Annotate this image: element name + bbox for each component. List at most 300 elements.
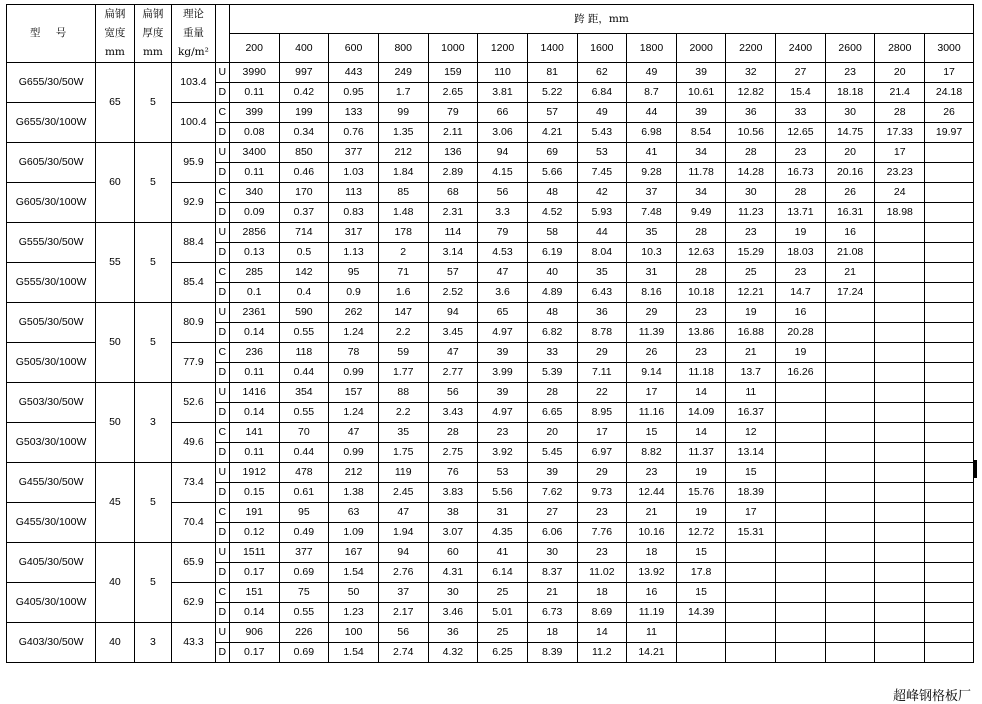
load-value: 47 [378,503,428,523]
load-value: 6.25 [478,643,528,663]
span-value: 1000 [428,34,478,63]
load-type: U [215,383,229,403]
load-value [875,643,925,663]
load-value: 6.73 [527,603,577,623]
load-value [776,583,826,603]
load-value: 95 [329,263,379,283]
load-value: 12 [726,423,776,443]
load-value: 133 [329,103,379,123]
model-name: G555/30/100W [7,263,96,303]
load-value: 0.46 [279,163,329,183]
bar-width: 65 [96,63,135,143]
load-type: C [215,263,229,283]
load-value: 13.7 [726,363,776,383]
load-value: 95 [279,503,329,523]
load-value: 262 [329,303,379,323]
load-value: 340 [229,183,279,203]
load-value [925,543,974,563]
load-value [875,223,925,243]
load-value: 212 [329,463,379,483]
load-value: 39 [527,463,577,483]
load-value: 23 [726,223,776,243]
load-value [776,443,826,463]
load-type: D [215,403,229,423]
load-value: 6.19 [527,243,577,263]
load-type: D [215,323,229,343]
load-value: 714 [279,223,329,243]
bar-thickness: 5 [134,463,171,543]
bar-width: 40 [96,623,135,663]
bar-width: 50 [96,303,135,383]
load-value: 16.88 [726,323,776,343]
load-value [776,563,826,583]
load-value: 12.44 [627,483,677,503]
load-value: 99 [378,103,428,123]
theoretical-weight: 85.4 [172,263,216,303]
load-value: 14 [676,383,726,403]
load-value: 28 [527,383,577,403]
load-value: 17 [925,63,974,83]
load-value: 1.54 [329,563,379,583]
load-value: 113 [329,183,379,203]
load-value: 1.77 [378,363,428,383]
load-value: 2.74 [378,643,428,663]
bar-thickness: 3 [134,383,171,463]
width-header-line: 扁钢 [104,8,126,20]
bar-width: 40 [96,543,135,623]
load-value: 5.43 [577,123,627,143]
load-value: 377 [329,143,379,163]
load-value: 57 [428,263,478,283]
load-value: 20 [527,423,577,443]
load-value: 14.21 [627,643,677,663]
span-value: 1400 [527,34,577,63]
load-value [925,643,974,663]
span-value: 2800 [875,34,925,63]
load-value: 53 [577,143,627,163]
load-value: 35 [378,423,428,443]
load-value: 18 [627,543,677,563]
span-value: 2200 [726,34,776,63]
load-value: 48 [527,303,577,323]
load-value [825,483,875,503]
theoretical-weight: 43.3 [172,623,216,663]
theoretical-weight: 62.9 [172,583,216,623]
load-value: 13.86 [676,323,726,343]
load-value: 1.24 [329,403,379,423]
load-value [776,503,826,523]
model-name: G605/30/50W [7,143,96,183]
width-header-line: 宽度 [104,27,126,39]
load-value: 142 [279,263,329,283]
load-value: 70 [279,423,329,443]
load-value [875,343,925,363]
load-value [875,283,925,303]
load-value: 1.54 [329,643,379,663]
load-value: 0.69 [279,563,329,583]
load-type: D [215,123,229,143]
load-value [825,443,875,463]
load-value: 27 [527,503,577,523]
load-value: 19 [676,503,726,523]
load-value [925,263,974,283]
span-value: 2400 [776,34,826,63]
load-value [875,463,925,483]
load-value: 25 [726,263,776,283]
load-value: 18.18 [825,83,875,103]
load-value: 28 [676,223,726,243]
load-type: C [215,343,229,363]
load-value: 199 [279,103,329,123]
load-value: 23.23 [875,163,925,183]
load-value: 1.09 [329,523,379,543]
load-value [925,163,974,183]
theoretical-weight: 92.9 [172,183,216,223]
load-value: 14 [676,423,726,443]
load-value: 0.95 [329,83,379,103]
load-value: 14.75 [825,123,875,143]
load-value: 17 [875,143,925,163]
load-value [776,463,826,483]
load-value [925,523,974,543]
theoretical-weight: 65.9 [172,543,216,583]
load-value [925,423,974,443]
load-value: 15.4 [776,83,826,103]
load-value: 236 [229,343,279,363]
load-value [825,523,875,543]
model-name: G655/30/50W [7,63,96,103]
load-value: 0.44 [279,363,329,383]
load-value [925,503,974,523]
load-value: 21 [627,503,677,523]
load-value: 15 [676,543,726,563]
load-value: 12.65 [776,123,826,143]
load-table [6,4,974,663]
load-value: 14 [577,623,627,643]
load-value [776,423,826,443]
load-value: 17 [627,383,677,403]
load-value: 65 [478,303,528,323]
load-value: 23 [627,463,677,483]
load-type: D [215,643,229,663]
load-value: 136 [428,143,478,163]
load-value: 36 [577,303,627,323]
load-value: 17.8 [676,563,726,583]
load-value: 0.08 [229,123,279,143]
load-value: 1.48 [378,203,428,223]
load-value: 5.45 [527,443,577,463]
load-value [875,303,925,323]
load-value: 16.26 [776,363,826,383]
load-value [875,403,925,423]
load-value: 3.46 [428,603,478,623]
load-value: 1.84 [378,163,428,183]
load-value: 1.75 [378,443,428,463]
load-value: 63 [329,503,379,523]
load-type: D [215,163,229,183]
load-value: 0.14 [229,323,279,343]
load-value: 30 [825,103,875,123]
load-value: 191 [229,503,279,523]
type-header [215,5,229,63]
load-value: 12.63 [676,243,726,263]
load-value: 11.39 [627,323,677,343]
load-value: 15.31 [726,523,776,543]
model-name: G655/30/100W [7,103,96,143]
load-value: 0.76 [329,123,379,143]
load-value [925,603,974,623]
load-value: 2.76 [378,563,428,583]
load-value: 8.78 [577,323,627,343]
model-name: G555/30/50W [7,223,96,263]
load-value: 57 [527,103,577,123]
load-value: 0.99 [329,443,379,463]
load-value: 25 [478,583,528,603]
load-value: 20.28 [776,323,826,343]
load-value: 3990 [229,63,279,83]
cell-cursor-mark [974,460,977,478]
load-value: 9.73 [577,483,627,503]
load-value: 19 [726,303,776,323]
load-value [776,643,826,663]
load-value [875,243,925,263]
span-value: 800 [378,34,428,63]
theoretical-weight: 52.6 [172,383,216,423]
bar-thickness: 5 [134,143,171,223]
load-value [875,543,925,563]
span-value: 200 [229,34,279,63]
load-value: 23 [478,423,528,443]
load-value: 27 [776,63,826,83]
load-value: 31 [627,263,677,283]
load-value: 21 [825,263,875,283]
load-value: 39 [478,383,528,403]
load-value: 3.45 [428,323,478,343]
load-value: 0.61 [279,483,329,503]
load-value: 23 [776,263,826,283]
load-value: 39 [478,343,528,363]
model-name: G503/30/50W [7,383,96,423]
load-value: 8.95 [577,403,627,423]
load-value: 18.03 [776,243,826,263]
thickness-header-line: mm [142,46,163,58]
load-value [825,643,875,663]
load-value: 69 [527,143,577,163]
load-value: 0.5 [279,243,329,263]
load-value [825,403,875,423]
load-value: 47 [428,343,478,363]
load-type: C [215,503,229,523]
theoretical-weight: 88.4 [172,223,216,263]
load-value [875,563,925,583]
load-value [776,383,826,403]
load-value: 7.48 [627,203,677,223]
load-value [726,643,776,663]
load-value: 3.92 [478,443,528,463]
load-value [875,523,925,543]
load-type: C [215,423,229,443]
load-value [925,323,974,343]
load-value: 62 [577,63,627,83]
load-type: C [215,183,229,203]
load-value: 19.97 [925,123,974,143]
load-value: 11.02 [577,563,627,583]
load-value: 49 [627,63,677,83]
load-value: 16.73 [776,163,826,183]
model-name: G405/30/50W [7,543,96,583]
load-value: 11.2 [577,643,627,663]
load-value: 30 [726,183,776,203]
load-value: 7.62 [527,483,577,503]
load-type: U [215,303,229,323]
bar-thickness: 5 [134,63,171,143]
load-value [925,183,974,203]
load-value: 11.23 [726,203,776,223]
load-value: 44 [627,103,677,123]
load-value: 478 [279,463,329,483]
load-value [825,463,875,483]
load-value: 58 [527,223,577,243]
load-value [776,483,826,503]
load-value [875,443,925,463]
load-value [925,403,974,423]
load-value: 12.82 [726,83,776,103]
load-value: 118 [279,343,329,363]
load-value: 4.31 [428,563,478,583]
load-value: 6.43 [577,283,627,303]
load-value: 2.11 [428,123,478,143]
table-row [7,623,974,643]
load-value: 26 [825,183,875,203]
load-value: 24.18 [925,83,974,103]
load-value: 2361 [229,303,279,323]
load-value: 1912 [229,463,279,483]
load-value: 39 [676,103,726,123]
load-value [825,363,875,383]
load-value [875,423,925,443]
load-value [875,263,925,283]
load-value: 30 [428,583,478,603]
load-value: 19 [776,223,826,243]
load-value: 226 [279,623,329,643]
load-value: 2.17 [378,603,428,623]
load-value: 36 [428,623,478,643]
load-value: 44 [577,223,627,243]
load-value: 32 [726,63,776,83]
load-value [776,603,826,623]
load-value: 2.45 [378,483,428,503]
load-value [925,363,974,383]
load-type: U [215,223,229,243]
load-value: 1511 [229,543,279,563]
load-value: 11.18 [676,363,726,383]
load-value: 79 [478,223,528,243]
load-type: U [215,463,229,483]
load-value: 0.55 [279,323,329,343]
load-value: 49 [577,103,627,123]
load-value [925,583,974,603]
load-value [875,583,925,603]
load-value: 10.61 [676,83,726,103]
load-value: 85 [378,183,428,203]
load-value: 33 [776,103,826,123]
load-value: 1.7 [378,83,428,103]
load-value: 0.11 [229,83,279,103]
load-value: 0.11 [229,363,279,383]
load-value [825,543,875,563]
load-value: 48 [527,183,577,203]
load-value: 21 [726,343,776,363]
load-value [676,643,726,663]
load-value: 10.18 [676,283,726,303]
load-value [925,223,974,243]
load-value: 37 [378,583,428,603]
bar-width: 45 [96,463,135,543]
load-value: 17.33 [875,123,925,143]
load-value: 141 [229,423,279,443]
span-value: 600 [329,34,379,63]
load-value: 23 [577,503,627,523]
load-value: 35 [577,263,627,283]
load-value: 2.2 [378,403,428,423]
theoretical-weight: 73.4 [172,463,216,503]
bar-width: 55 [96,223,135,303]
model-name: G605/30/100W [7,183,96,223]
weight-header-line: 重量 [182,27,204,39]
load-value: 56 [428,383,478,403]
load-value: 41 [627,143,677,163]
bar-thickness: 3 [134,623,171,663]
table-row [7,303,974,323]
load-value: 8.37 [527,563,577,583]
load-value: 3.6 [478,283,528,303]
load-value: 4.89 [527,283,577,303]
span-value: 1800 [627,34,677,63]
load-value: 14.39 [676,603,726,623]
load-value: 21 [527,583,577,603]
load-value: 1.13 [329,243,379,263]
load-value: 0.42 [279,83,329,103]
load-value: 0.9 [329,283,379,303]
load-value: 47 [478,263,528,283]
load-value: 15 [726,463,776,483]
load-value: 23 [776,143,826,163]
load-type: D [215,443,229,463]
load-value: 0.55 [279,403,329,423]
span-title: 跨 距，mm [229,5,973,34]
load-value: 5.93 [577,203,627,223]
load-value: 81 [527,63,577,83]
load-value: 16 [825,223,875,243]
load-type: U [215,143,229,163]
table-row [7,543,974,563]
load-value: 8.7 [627,83,677,103]
steel-grating-load-table [6,4,974,663]
load-value: 34 [676,183,726,203]
load-value: 17.24 [825,283,875,303]
load-value: 1.23 [329,603,379,623]
load-value: 14.09 [676,403,726,423]
load-value: 7.11 [577,363,627,383]
load-value: 3.14 [428,243,478,263]
theoretical-weight: 49.6 [172,423,216,463]
load-value [825,323,875,343]
load-value: 249 [378,63,428,83]
load-value [825,383,875,403]
load-value: 4.52 [527,203,577,223]
load-value: 13.14 [726,443,776,463]
load-value: 40 [527,263,577,283]
